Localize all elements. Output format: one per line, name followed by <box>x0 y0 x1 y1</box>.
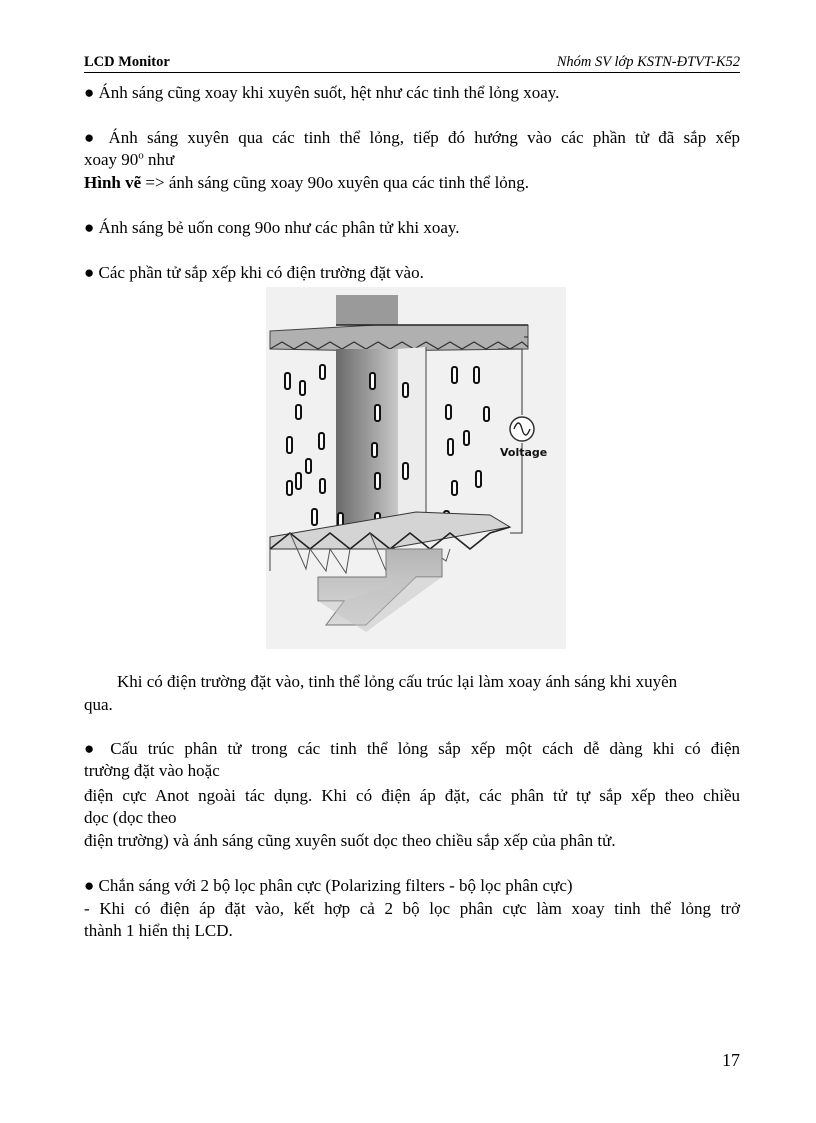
paragraph-7-line-2: - Khi có điện áp đặt vào, kết hợp cả 2 bộ lọc phân cực làm xoay tinh thể lỏng trở <box>84 899 740 918</box>
paragraph-6-line-1: ● Cấu trúc phân tử trong các tinh thể lỏng sắp xếp một cách dễ dàng khi có điện <box>84 739 740 758</box>
paragraph-7-line-1: ● Chắn sáng với 2 bộ lọc phân cực (Polarizing filters - bộ lọc phân cực) <box>84 876 573 895</box>
paragraph-2-line-3: Hình vẽ => ánh sáng cũng xoay 90o xuyên qua các tinh thể lỏng. <box>84 173 530 192</box>
paragraph-7-line-3: thành 1 hiển thị LCD. <box>84 921 233 940</box>
paragraph-6-line-3: điện cực Anot ngoài tác dụng. Khi có điện áp đặt, các phân tử tự sắp xếp theo chiều <box>84 786 740 805</box>
paragraph-2-line-1: ● Ánh sáng xuyên qua các tinh thể lỏng, tiếp đó hướng vào các phần tử đã sắp xếp <box>84 128 740 147</box>
paragraph-5-line-2: qua. <box>84 695 113 714</box>
paragraph-2-line-2: xoay 90$^o$ như <box>84 149 175 169</box>
paragraph-6-line-2: trường đặt vào hoặc <box>84 761 220 780</box>
paragraph-3: ● Ánh sáng bẻ uốn cong 90o như các phân tử khi xoay. <box>84 218 460 237</box>
header-title: LCD Monitor <box>84 54 170 70</box>
page-header <box>84 52 740 73</box>
lcd-crystal-diagram <box>266 287 566 649</box>
paragraph-1: ● Ánh sáng cũng xoay khi xuyên suốt, hệt như các tinh thể lỏng xoay. <box>84 83 560 102</box>
header-group: Nhóm SV lớp KSTN-ĐTVT-K52 <box>556 54 740 70</box>
paragraph-5-line-1: Khi có điện trường đặt vào, tinh thể lỏng cấu trúc lại làm xoay ánh sáng khi xuyên <box>117 672 678 691</box>
voltage-label: Voltage <box>500 446 548 459</box>
page-number: 17 <box>722 1050 740 1070</box>
paragraph-6-line-5: điện trường) và ánh sáng cũng xuyên suốt dọc theo chiều sắp xếp của phân tử. <box>84 831 616 850</box>
paragraph-4: ● Các phần tử sắp xếp khi có điện trường đặt vào. <box>84 263 424 282</box>
paragraph-6-line-4: dọc (dọc theo <box>84 808 177 827</box>
figure-reference: Hình vẽ <box>84 173 142 192</box>
